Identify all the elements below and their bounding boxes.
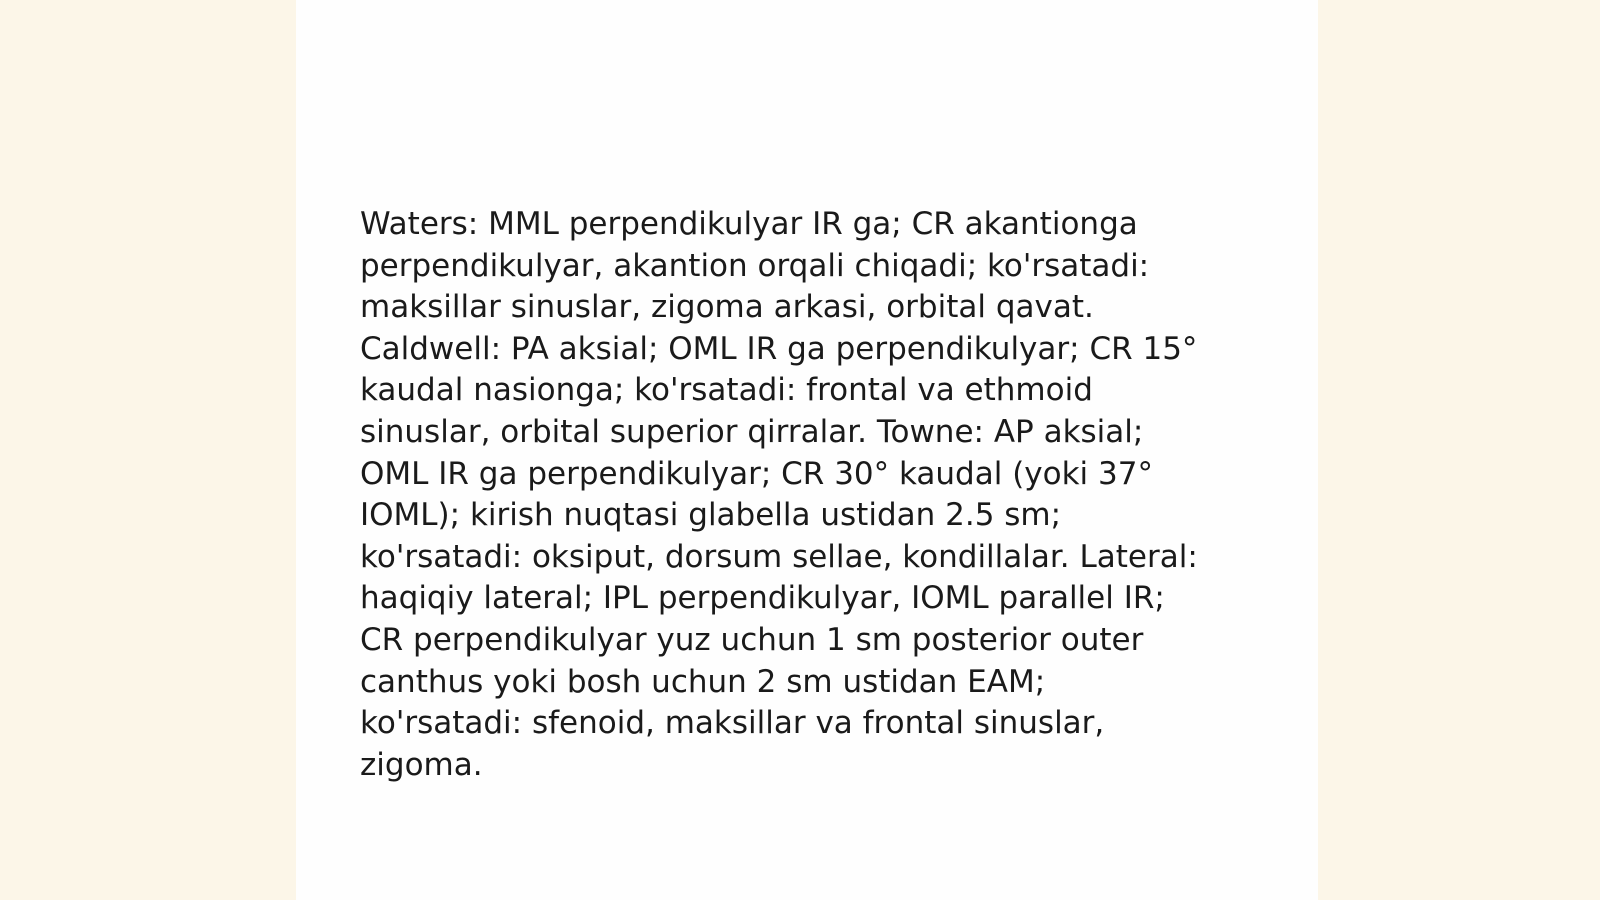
text-line: IOML); kirish nuqtasi glabella ustidan 2.5 sm; <box>360 497 1062 534</box>
text-line: Caldwell: PA aksial; OML IR ga perpendikulyar; CR 15° <box>360 330 1198 367</box>
slide-page <box>296 0 1318 900</box>
text-line: ko'rsatadi: oksiput, dorsum sellae, kondillalar. Lateral: <box>360 538 1198 575</box>
text-line: OML IR ga perpendikulyar; CR 30° kaudal (yoki 37° <box>360 455 1153 492</box>
text-line: CR perpendikulyar yuz uchun 1 sm posterior outer <box>360 621 1144 658</box>
text-line: kaudal nasionga; ko'rsatadi: frontal va ethmoid <box>360 372 1093 409</box>
text-line: maksillar sinuslar, zigoma arkasi, orbital qavat. <box>360 289 1094 326</box>
text-line: canthus yoki bosh uchun 2 sm ustidan EAM; <box>360 663 1046 700</box>
text-line: ko'rsatadi: sfenoid, maksillar va frontal sinuslar, <box>360 705 1105 742</box>
text-line: perpendikulyar, akantion orqali chiqadi; ko'rsatadi: <box>360 247 1150 284</box>
text-line: Waters: MML perpendikulyar IR ga; CR akantionga <box>360 206 1138 242</box>
text-line: haqiqiy lateral; IPL perpendikulyar, IOML parallel IR; <box>360 580 1165 617</box>
slide-body-text <box>360 204 1260 786</box>
text-line: zigoma. <box>360 746 483 783</box>
text-line: sinuslar, orbital superior qirralar. Towne: AP aksial; <box>360 413 1144 450</box>
